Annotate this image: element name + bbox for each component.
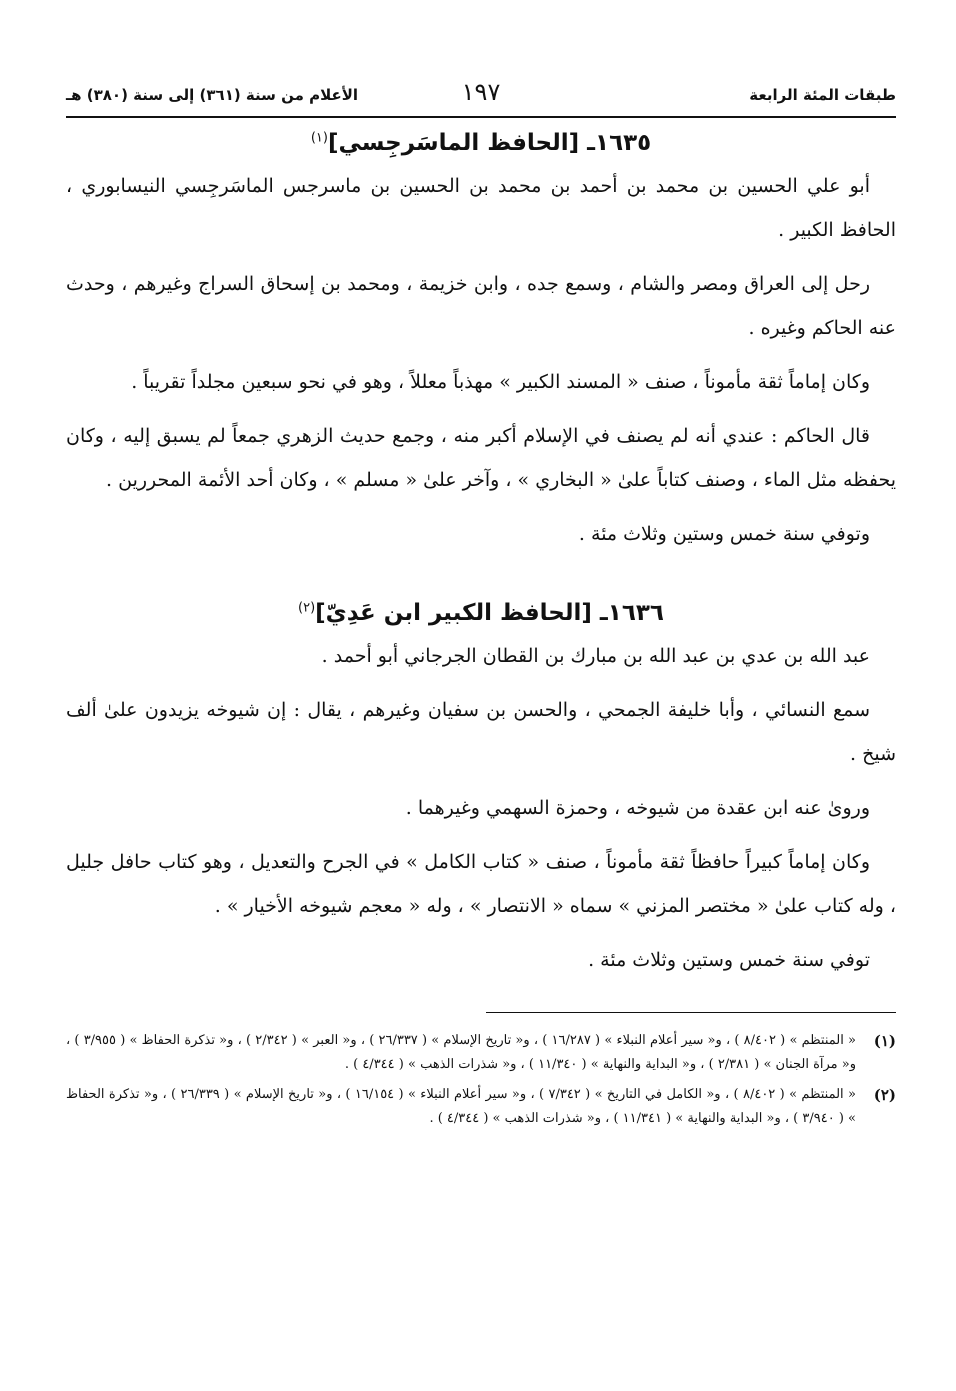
- entry-paragraph: أبو علي الحسين بن محمد بن أحمد بن محمد بن الحسين بن ماسرجس الماسَرجِسي النيسابوري ، الحافظ الكبير .: [66, 175, 896, 241]
- header-divider: [66, 116, 896, 118]
- book-page: [66, 70, 896, 1137]
- entry-paragraph: وكان إماماً كبيراً حافظاً ثقة مأموناً ، صنف « كتاب الكامل » في الجرح والتعديل ، وهو كتاب حافل جليل ، وله كتاب علىٰ « مختصر المزني » سماه « الانتصار » ، وله « معجم شيوخه الأخيار » .: [66, 851, 896, 917]
- running-header-section: طبقات المئة الرابعة: [749, 86, 896, 104]
- entry-paragraph: رحل إلى العراق ومصر والشام ، وسمع جده ، وابن خزيمة ، ومحمد بن إسحاق السراج وغيرهم ، وحدث عنه الحاكم وغيره .: [66, 273, 896, 339]
- footnote-ref: (٢): [298, 600, 316, 616]
- entry-1635: [66, 130, 896, 556]
- entry-paragraph: عبد الله بن عدي بن عبد الله بن مبارك بن القطان الجرجاني أبو أحمد .: [321, 645, 870, 667]
- footnotes: [66, 1029, 896, 1131]
- entry-title: ١٦٣٥ـ [الحافظ الماسَرجِسي]$^{(١)}$: [310, 130, 652, 156]
- footnote-text: « المنتظم » ( ٨/٤٠٢ ) ، و« سير أعلام النبلاء » ( ١٦/٢٨٧ ) ، و« تاريخ الإسلام » ( ٢٦/٣٣٧ ) ، و« العبر » ( ٢/٣٤٢ ) ، و« تذكرة الحفاظ » ( ٣/٩٥٥ ) ، و« مرآة الجنان » ( ٢/٣٨١ ) ، و« البداية والنهاية » ( ١١/٣٤٠ ) ، و« شذرات الذهب » ( ٤/٣٤٤ ) .: [66, 1033, 857, 1072]
- entry-1636: [66, 600, 896, 982]
- footnote: [66, 1029, 896, 1077]
- entry-title: ١٦٣٦ـ [الحافظ الكبير ابن عَدِيّ]$^{(٢)}$: [298, 600, 664, 626]
- running-header-range: الأعلام من سنة (٣٦١) إلى سنة (٣٨٠) هـ: [66, 86, 359, 104]
- running-header: [66, 70, 896, 114]
- entry-paragraph: توفي سنة خمس وستين وثلاث مئة .: [588, 949, 870, 971]
- entry-paragraph: وتوفي سنة خمس وستين وثلاث مئة .: [578, 523, 870, 545]
- footnote: [66, 1083, 896, 1131]
- entry-paragraph: ورویٰ عنه ابن عقدة من شيوخه ، وحمزة السهمي وغيرهما .: [405, 797, 870, 819]
- entry-paragraph: وكان إماماً ثقة مأموناً ، صنف « المسند الكبير » مهذباً معللاً ، وهو في نحو سبعين مجلداً تقريباً .: [131, 371, 870, 393]
- entry-paragraph: قال الحاكم : عندي أنه لم يصنف في الإسلام أكبر منه ، وجمع حديث الزهري جمعاً لم يسبق إليه ، وكان يحفظه مثل الماء ، وصنف كتاباً علىٰ « البخاري » ، وآخر علىٰ « مسلم » ، وكان أحد الأئمة المحررين .: [66, 425, 896, 491]
- footnote-text: « المنتظم » ( ٨/٤٠٢ ) ، و« الكامل في التاريخ » ( ٧/٣٤٢ ) ، و« سير أعلام النبلاء » ( ١٦/١٥٤ ) ، و« تاريخ الإسلام » ( ٢٦/٣٣٩ ) ، و« تذكرة الحفاظ » ( ٣/٩٤٠ ) ، و« البداية والنهاية » ( ١١/٣٤١ ) ، و« شذرات الذهب » ( ٤/٣٤٤ ) .: [66, 1087, 856, 1126]
- footnote-number: (٢): [873, 1086, 896, 1104]
- footnote-divider: [486, 1012, 896, 1013]
- entry-paragraph: سمع النسائي ، وأبا خليفة الجمحي ، والحسن بن سفيان وغيرهم ، يقال : إن شيوخه يزيدون علىٰ ألف شيخ .: [66, 699, 896, 765]
- footnote-number: (١): [873, 1032, 896, 1050]
- footnote-ref: (١): [310, 130, 328, 146]
- page-number: ١٩٧: [461, 78, 501, 106]
